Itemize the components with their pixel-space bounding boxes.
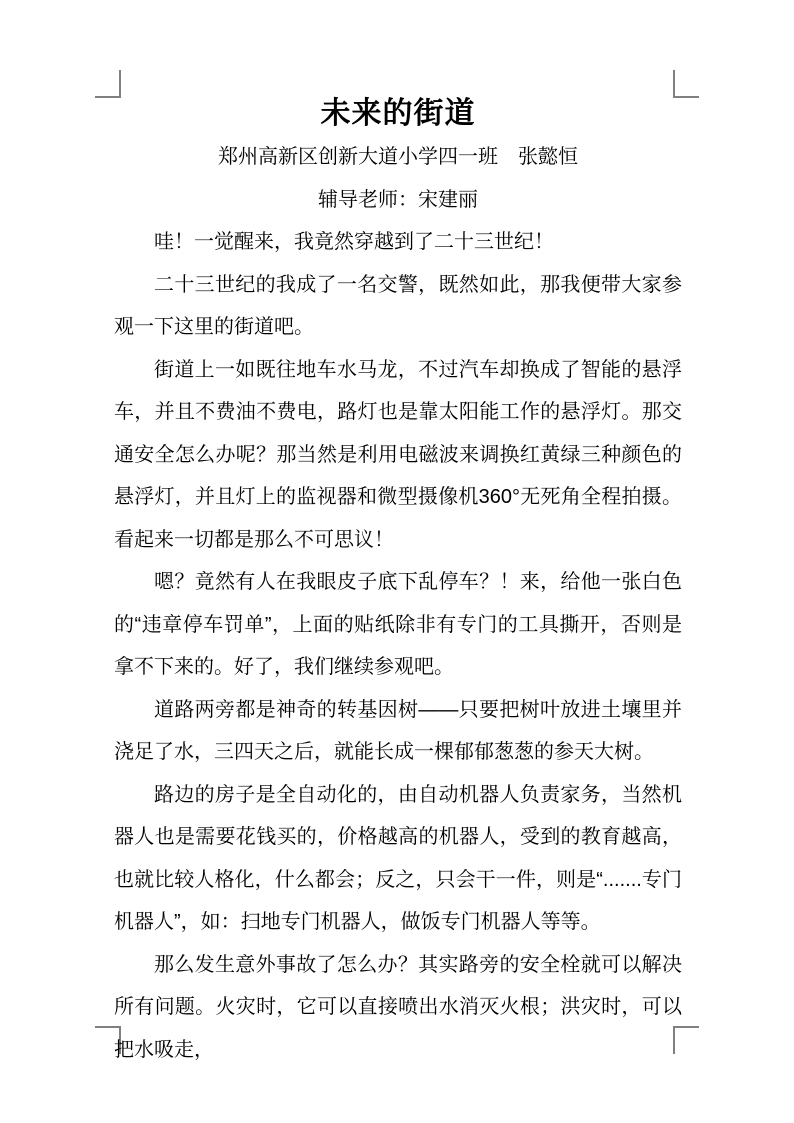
essay-title: 未来的街道: [320, 97, 476, 130]
essay-paragraph: 道路两旁都是神奇的转基因树——只要把树叶放进土壤里并浇足了水，三四天之后，就能长成一棵郁郁葱葱的参天大树。: [114, 698, 682, 763]
essay-content: [114, 92, 682, 1071]
essay-byline: 郑州高新区创新大道小学四一班 张懿恒: [218, 146, 578, 168]
essay-paragraphs: [114, 221, 682, 1071]
essay-paragraph: 哇！一觉醒来，我竟然穿越到了二十三世纪！: [154, 231, 554, 253]
essay-paragraph: 那么发生意外事故了怎么办？其实路旁的安全栓就可以解决所有问题。火灾时，它可以直接喷出水消灭火根；洪灾时，可以把水吸走，: [114, 953, 682, 1061]
essay-advisor-line: 辅导老师：宋建丽: [318, 188, 478, 211]
essay-paragraph: 路边的房子是全自动化的，由自动机器人负责家务，当然机器人也是需要花钱买的，价格越高的机器人，受到的教育越高，也就比较人格化，什么都会；反之，只会干一件，则是“.......专门机器人”，如：扫地专门机器人，做饭专门机器人等等。: [114, 783, 682, 933]
essay-paragraph: 嗯？竟然有人在我眼皮子底下乱停车？！来，给他一张白色的“违章停车罚单”，上面的贴纸除非有专门的工具撕开，否则是拿不下来的。好了，我们继续参观吧。: [114, 571, 682, 678]
essay-paragraph: 二十三世纪的我成了一名交警，既然如此，那我便带大家参观一下这里的街道吧。: [114, 273, 682, 338]
essay-paragraph: 街道上一如既往地车水马龙，不过汽车却换成了智能的悬浮车，并且不费油不费电，路灯也是靠太阳能工作的悬浮灯。那交通安全怎么办呢？那当然是利用电磁波来调换红黄绿三种颜色的悬浮灯，并且灯上的监视器和微型摄像机360°无死角全程拍摄。看起来一切都是那么不可思议！: [114, 358, 682, 551]
